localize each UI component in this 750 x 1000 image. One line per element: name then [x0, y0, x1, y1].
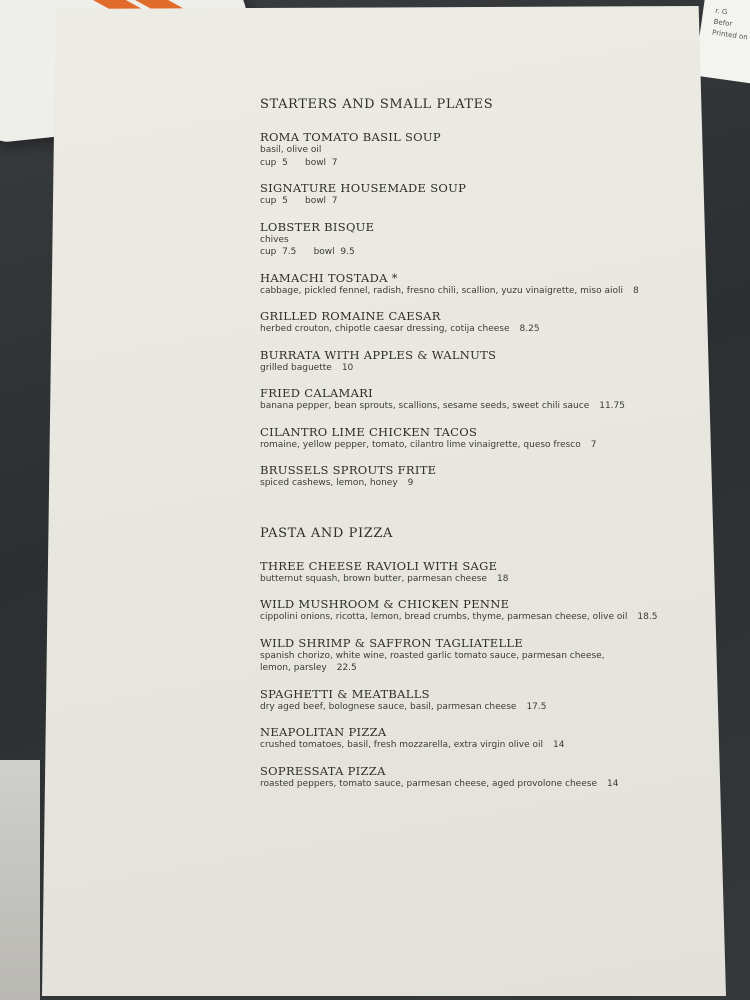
corner-card-text: Befor — [713, 17, 733, 29]
menu-item-price: 18 — [496, 573, 509, 584]
menu-item-desc-text: herbed crouton, chipotle caesar dressing, cotija cheese — [260, 324, 510, 334]
menu-item-desc-text: cippolini onions, ricotta, lemon, bread crumbs, thyme, parmesan cheese, olive oil — [260, 612, 628, 622]
menu-item-price: 8.25 — [519, 324, 540, 334]
menu-item-price: 14 — [606, 778, 619, 789]
menu-item — [260, 764, 700, 791]
menu-item-name: WILD SHRIMP & SAFFRON TAGLIATELLE — [260, 635, 524, 650]
menu-item — [260, 463, 700, 490]
menu-item-price: 9 — [407, 478, 414, 488]
menu-item-name: WILD MUSHROOM & CHICKEN PENNE — [260, 597, 510, 611]
corner-card-text: r. G — [714, 6, 728, 17]
menu-item-description — [260, 611, 700, 624]
menu-item-desc-text: chives — [260, 234, 289, 245]
menu-item-sizes: cup 5 bowl 7 — [260, 157, 338, 168]
menu-item-name: CILANTRO LIME CHICKEN TACOS — [260, 424, 478, 439]
section-title: STARTERS AND SMALL PLATES — [260, 97, 494, 112]
menu-item-description — [260, 477, 700, 490]
menu-item-name: GRILLED ROMAINE CAESAR — [260, 309, 441, 323]
menu-item-description — [260, 234, 700, 247]
menu-item-description — [260, 662, 700, 675]
menu-item-name: SPAGHETTI & MEATBALLS — [260, 686, 430, 701]
menu-item-desc-text: butternut squash, brown butter, parmesan cheese — [260, 573, 487, 584]
menu-item-desc-text: crushed tomatoes, basil, fresh mozzarella, extra virgin olive oil — [260, 740, 543, 750]
menu-item-name: ROMA TOMATO BASIL SOUP — [260, 130, 441, 144]
menu-item-description — [260, 362, 700, 375]
menu-item — [260, 130, 700, 169]
menu-item-description — [260, 400, 700, 413]
menu-item-description — [260, 739, 700, 752]
menu-item — [260, 636, 700, 675]
menu-item-description — [260, 144, 700, 157]
menu-item-desc-text: cabbage, pickled fennel, radish, fresno chili, scallion, yuzu vinaigrette, miso aioli — [260, 285, 623, 296]
menu-item-description — [260, 323, 700, 336]
menu-item-name: THREE CHEESE RAVIOLI WITH SAGE — [260, 558, 498, 573]
menu-item-description — [260, 439, 700, 452]
menu-item-name: NEAPOLITAN PIZZA — [260, 725, 387, 739]
menu-item — [260, 271, 700, 298]
menu-content — [260, 97, 700, 802]
menu-item-description — [260, 285, 700, 298]
menu-item-desc-text: basil, olive oil — [260, 145, 322, 155]
menu-item — [260, 181, 700, 208]
menu-item-desc-text: spanish chorizo, white wine, roasted garlic tomato sauce, parmesan cheese, — [260, 650, 605, 661]
menu-item — [260, 725, 700, 752]
menu-item-desc-text: dry aged beef, bolognese sauce, basil, parmesan cheese — [260, 701, 517, 712]
menu-item-name: SIGNATURE HOUSEMADE SOUP — [260, 181, 467, 195]
menu-item — [260, 220, 700, 259]
menu-item-name: LOBSTER BISQUE — [260, 219, 375, 234]
menu-item-name: SOPRESSATA PIZZA — [260, 763, 386, 778]
menu-item-price: 18.5 — [637, 612, 658, 622]
section-title: PASTA AND PIZZA — [260, 525, 393, 541]
menu-item-price: 7 — [590, 439, 597, 450]
menu-item — [260, 559, 700, 586]
menu-item-price: 17.5 — [526, 701, 547, 712]
menu-item-desc-text: spiced cashews, lemon, honey — [260, 478, 398, 488]
menu-item-desc-text: banana pepper, bean sprouts, scallions, sesame seeds, sweet chili sauce — [260, 401, 590, 411]
menu-item — [260, 425, 700, 452]
menu-item-price: 14 — [552, 740, 565, 750]
menu-item-desc-text: lemon, parsley — [260, 663, 327, 673]
corner-card-text: Printed on — [711, 28, 749, 42]
corner-card — [694, 0, 750, 84]
menu-item-description — [260, 778, 700, 791]
menu-item-description — [260, 701, 700, 714]
menu-item-sizes: cup 5 bowl 7 — [260, 196, 338, 206]
floor-background — [0, 760, 40, 1000]
menu-item-price: 10 — [341, 362, 354, 373]
menu-item-desc-text: romaine, yellow pepper, tomato, cilantro lime vinaigrette, queso fresco — [260, 439, 581, 450]
menu-item-description — [260, 573, 700, 586]
menu-item-name: HAMACHI TOSTADA * — [260, 270, 398, 285]
menu-item-description — [260, 650, 700, 663]
menu-item-name: FRIED CALAMARI — [260, 386, 373, 400]
menu-item — [260, 597, 700, 624]
menu-item-name: BURRATA WITH APPLES & WALNUTS — [260, 347, 497, 362]
menu-item — [260, 687, 700, 714]
menu-item-sizes: cup 7.5 bowl 9.5 — [260, 247, 355, 257]
menu-item — [260, 348, 700, 375]
menu-item-name: BRUSSELS SPROUTS FRITE — [260, 463, 437, 477]
menu-item-price: 8 — [633, 285, 639, 296]
menu-item-price: 22.5 — [336, 663, 357, 673]
menu-item-price: 11.75 — [599, 401, 625, 411]
menu-item — [260, 386, 700, 413]
menu-item-desc-text: grilled baguette — [260, 362, 332, 373]
menu-item — [260, 309, 700, 336]
menu-item-desc-text: roasted peppers, tomato sauce, parmesan cheese, aged provolone cheese — [260, 778, 597, 789]
